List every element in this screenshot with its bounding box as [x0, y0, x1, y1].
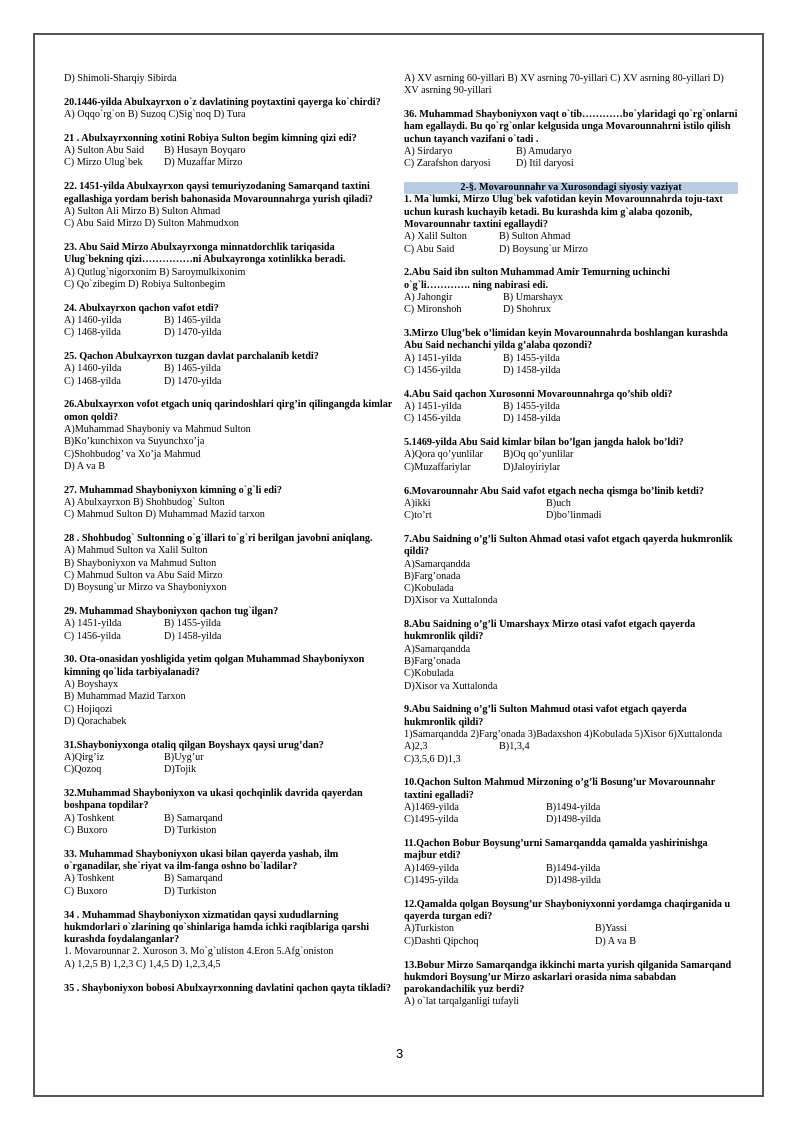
answer-row: [64, 376, 394, 388]
answer-option: C) Zarafshon daryosi: [404, 158, 491, 170]
answer-row: [404, 754, 738, 766]
question-block: [64, 97, 394, 122]
question-text: 30. Ota-onasidan yoshligida yetim qolgan Muhammad Shayboniyxon kimning qo`lida tarbiyalanadi?: [64, 654, 365, 678]
answer-option: C)1495-yilda: [404, 875, 459, 887]
question-text: 20.1446-yilda Abulxayrxon o`z davlatining poytaxtini qayerga ko`chirdi?: [64, 96, 381, 108]
question-block: [404, 194, 738, 255]
question-text: 5.1469-yilda Abu Said kimlar bilan bo’lgan jangda halok bo’ldi?: [404, 437, 684, 449]
question-block: [404, 777, 738, 826]
answer-option: D) A va B: [595, 935, 637, 947]
answer-option: D) A va B: [64, 460, 106, 472]
answer-option: A) Xalil Sulton: [404, 231, 467, 243]
answer-option: B) Samarqand: [164, 812, 223, 824]
answer-option: C)Dashti Qipchoq: [404, 935, 479, 947]
answer-option: B) 1455-yilda: [164, 618, 221, 630]
answer-row: [64, 764, 394, 776]
answer-option: A)Qirg’iz: [64, 752, 104, 764]
answer-option: C) Hojiqozi: [64, 703, 113, 715]
answer-option: D) Muzaffar Mirzo: [164, 157, 243, 169]
answer-option: A) 1,2,5 B) 1,2,3 C) 1,4,5 D) 1,2,3,4,5: [64, 958, 221, 970]
question-text: 13.Bobur Mirzo Samarqandga ikkinchi marta yurish qilganida Samarqand hukmdori Boysung’ur Mirzo askarlari orasida nima sababdan parokandachilik yuz berdi?: [404, 959, 732, 996]
answer-row: [64, 886, 394, 898]
answer-option: B) 1465-yilda: [164, 363, 221, 375]
answer-option: B)Farg’onada: [404, 570, 461, 582]
answer-option: C) 1456-yilda: [64, 630, 121, 642]
question-block: [64, 910, 394, 971]
answer-option: D) Itil daryosi: [516, 158, 574, 170]
answer-row: [404, 304, 738, 316]
question-block: [404, 838, 738, 887]
answer-option: B) 1465-yilda: [164, 314, 221, 326]
answer-option: A) Mahmud Sulton va Xalil Sulton: [64, 545, 208, 557]
answer-option: 1. Movarounnar 2. Xuroson 3. Mo`g`uliston 4.Eron 5.Afg`oniston: [64, 946, 334, 958]
question-text: 29. Muhammad Shayboniyxon qachon tug`ilgan?: [64, 606, 279, 618]
answer-option: A)Samarqandda: [404, 558, 471, 570]
answer-option: A) XV asrning 60-yillari B) XV asrning 70-yillari C) XV asrning 80-yillari D) XV asrning 90-yillari: [404, 73, 724, 97]
answer-option: D) 1470-yilda: [164, 375, 222, 387]
answer-row: [404, 498, 738, 510]
question-text: 9.Abu Saidning o’g’li Sulton Mahmud otasi vafot etgach qayerda hukmronlik qildi?: [404, 704, 687, 728]
question-text: 11.Qachon Bobur Boysung’urni Samarqandda qamalda yashirinishga majbur etdi?: [404, 838, 708, 862]
answer-option: B) 1455-yilda: [503, 401, 560, 413]
question-block: [64, 533, 394, 594]
question-block: [64, 740, 394, 777]
answer-row: [64, 145, 394, 157]
question-block: [64, 181, 394, 230]
answer-option: C) 1468-yilda: [64, 375, 121, 387]
question-text: 2.Abu Said ibn sulton Muhammad Amir Temurning uchinchi o`g`li…………. ning nabirasi edi.: [404, 267, 670, 291]
answer-option: D) 1458-yilda: [503, 413, 561, 425]
answer-option: D) Turkiston: [164, 825, 217, 837]
question-block: [64, 303, 394, 340]
answer-option: C)Kobulada: [404, 583, 454, 595]
question-block: [404, 109, 738, 170]
answer-option: B)Oq qo’yunlilar: [503, 449, 574, 461]
answer-option: D) 1458-yilda: [503, 364, 561, 376]
answer-option: D) Turkiston: [164, 885, 217, 897]
question-text: 26.Abulxayrxon vofot etgach uniq qarindoshlari qirg’in qilingangda kimlar omon qoldi?: [64, 399, 393, 423]
answer-row: [64, 873, 394, 885]
answer-option: B)Yassi: [595, 923, 627, 935]
answer-option: D) Qorachabek: [64, 715, 127, 727]
answer-option: D) Boysung`ur Mirzo: [499, 243, 588, 255]
answer-option: C)1495-yilda: [404, 814, 459, 826]
answer-option: A)Qora qo’yunlilar: [404, 449, 483, 461]
answer-row: [404, 814, 738, 826]
answer-option: C) Qo`zibegim D) Robiya Sultonbegim: [64, 278, 226, 290]
answer-option: C)to’rt: [404, 510, 432, 522]
answer-option: A) Abulxayrxon B) Shohbudog` Sulton: [64, 497, 225, 509]
answer-option: A)1469-yilda: [404, 862, 459, 874]
answer-row: [404, 936, 738, 948]
answer-row: [404, 413, 738, 425]
question-block: [64, 133, 394, 170]
question-block: [404, 704, 738, 765]
question-text: 24. Abulxayrxon qachon vafot etdi?: [64, 302, 219, 314]
question-block: [64, 849, 394, 898]
answer-option: D)Xisor va Xuttalonda: [404, 680, 498, 692]
answer-row: [404, 231, 738, 243]
answer-row: [404, 741, 738, 753]
answer-option: C) 1468-yilda: [64, 327, 121, 339]
answer-row: [64, 157, 394, 169]
answer-row: [404, 923, 738, 935]
answer-option: A)Muhammad Shayboniy va Mahmud Sulton: [64, 424, 251, 436]
answer-option: B) Muhammad Mazid Tarxon: [64, 691, 186, 703]
answer-option: D)bo’linmadi: [546, 510, 602, 522]
answer-option: C) Mironshoh: [404, 304, 462, 316]
question-text: 33. Muhammad Shayboniyxon ukasi bilan qayerda yashab, ilm o`rganadilar, she`riyat va ilm-fanga oshno bo`ladilar?: [64, 848, 339, 873]
answer-option: D)Xisor va Xuttalonda: [404, 595, 498, 607]
answer-row: [64, 631, 394, 643]
answer-row: [64, 315, 394, 327]
answer-option: B)1494-yilda: [546, 802, 601, 814]
answer-row: [404, 146, 738, 158]
answer-option: A)ikki: [404, 497, 431, 509]
answer-row: [404, 158, 738, 170]
answer-option: C) Abu Said: [404, 243, 455, 255]
question-block: [404, 534, 738, 608]
question-text: 1. Ma`lumki, Mirzo Ulug`bek vafotidan keyin Movarounnahrda toju-taxt uchun kurash kuchayib ketadi. Bu kurashda kim g`alaba qozonib, Movarounnahr taxtini egallaydi?: [404, 194, 723, 230]
answer-option: B)1,3,4: [499, 741, 530, 753]
answer-option: C)Shohbudog’ va Xo’ja Mahmud: [64, 448, 201, 460]
answer-option: D) Boysung`ur Mirzo va Shayboniyxon: [64, 582, 227, 594]
question-text: 22. 1451-yilda Abulxayrxon qaysi temuriyzodaning Samarqand taxtini egallashiga yordam berish bahonasida Movarounnahrga yurish qiladi?: [64, 181, 373, 205]
answer-option: C) Mirzo Ulug`bek: [64, 157, 143, 169]
question-block: [64, 485, 394, 522]
answer-option: D) 1470-yilda: [164, 327, 222, 339]
question-block: [404, 486, 738, 523]
answer-option: D)1498-yilda: [546, 875, 601, 887]
answer-option: D)Tojik: [164, 764, 197, 776]
answer-option: A) Toshkent: [64, 812, 115, 824]
answer-row: [64, 618, 394, 630]
answer-option: A) 1451-yilda: [404, 352, 462, 364]
question-block: [404, 437, 738, 474]
answer-option: A) 1451-yilda: [64, 618, 122, 630]
question-text: 21 . Abulxayrxonning xotini Robiya Sulton begim kimning qizi edi?: [64, 132, 357, 144]
answer-option: A)2,3: [404, 741, 428, 753]
question-block: [64, 351, 394, 388]
answer-row: [404, 292, 738, 304]
question-block: [404, 267, 738, 316]
answer-option: B) Amudaryo: [516, 145, 572, 157]
question-block: [404, 619, 738, 693]
answer-row: [64, 752, 394, 764]
answer-option: D)1498-yilda: [546, 814, 601, 826]
answer-option: C) Buxoro: [64, 825, 108, 837]
question-text: 7.Abu Saidning o’g’li Sulton Ahmad otasi vafot etgach qayerda hukmronlik qildi?: [404, 533, 733, 558]
answer-option: C) Buxoro: [64, 885, 108, 897]
answer-option: A) Boyshayx: [64, 679, 119, 691]
answer-option: A) Qutlug`nigorxonim B) Saroymulkixonim: [64, 266, 246, 278]
answer-option: C) 1456-yilda: [404, 413, 461, 425]
answer-option: A) 1451-yilda: [404, 401, 462, 413]
question-block: [64, 242, 394, 291]
answer-option: A) 1460-yilda: [64, 363, 122, 375]
answer-option: C) 1456-yilda: [404, 364, 461, 376]
question-block: [64, 983, 394, 995]
question-block: [404, 328, 738, 377]
question-text: 35 . Shayboniyxon bobosi Abulxayrxonning davlatini qachon qayta tikladi?: [64, 982, 391, 994]
answer-option: B)uch: [546, 497, 571, 509]
question-text: 12.Qamalda qolgan Boysung’ur Shayboniyxonni yordamga chaqirganida u qayerda turgan edi?: [404, 898, 731, 923]
question-text: 25. Qachon Abulxayrxon tuzgan davlat parchalanib ketdi?: [64, 351, 319, 363]
question-block: [404, 389, 738, 426]
answer-option: C)Kobulada: [404, 668, 454, 680]
answer-option: A) 1460-yilda: [64, 314, 122, 326]
question-text: 4.Abu Said qachon Xurosonni Movarounnahrga qo’shib oldi?: [404, 388, 673, 400]
answer-row: [64, 327, 394, 339]
answer-option: C)3,5,6 D)1,3: [404, 753, 461, 765]
answer-option: A) Sulton Ali Mirzo B) Sulton Ahmad: [64, 205, 221, 217]
question-text: 31.Shayboniyxonga otaliq qilgan Boyshayx qaysi urug’dan?: [64, 739, 324, 751]
question-text: 6.Movarounnahr Abu Said vafot etgach necha qismga bo’linib ketdi?: [404, 485, 704, 497]
answer-option: C)Muzaffariylar: [404, 461, 471, 473]
answer-option: D) Shohrux: [503, 304, 551, 316]
answer-row: [404, 353, 738, 365]
answer-row: [404, 365, 738, 377]
answer-option: A) Sirdaryo: [404, 145, 453, 157]
question-block: [404, 899, 738, 948]
question-block: [64, 788, 394, 837]
answer-option: B) Husayn Boyqaro: [164, 145, 246, 157]
answer-option: B) Shayboniyxon va Mahmud Sulton: [64, 557, 217, 569]
answer-row: [64, 813, 394, 825]
answer-row: [404, 802, 738, 814]
answer-option: B)1494-yilda: [546, 862, 601, 874]
answer-option: B) Sulton Ahmad: [499, 231, 571, 243]
answer-option: B)Farg’onada: [404, 656, 461, 668]
answer-row: [404, 875, 738, 887]
answer-option: B) 1455-yilda: [503, 352, 560, 364]
answer-option: D)Jaloyiriylar: [503, 461, 561, 473]
answer-option: B)Uyg’ur: [164, 752, 204, 764]
answer-row: [404, 462, 738, 474]
question-text: 28 . Shohbudog` Sultonning o`g`illari to`g`ri berilgan javobni aniqlang.: [64, 533, 373, 545]
question-text: 8.Abu Saidning o’g’li Umarshayx Mirzo otasi vafot etgach qayerda hukmronlik qildi?: [404, 619, 696, 643]
answer-option: A)Turkiston: [404, 923, 455, 935]
question-block: [64, 654, 394, 728]
question-text: 36. Muhammad Shayboniyxon vaqt o`tib…………bo`ylaridagi qo`rg`onlarni ham egallaydi. Bu qo`rg`onlar kelgusida unga Movarounnahrni istilo qilish uchun tayanch vazifani o`tadi .: [404, 109, 738, 145]
answer-row: [404, 244, 738, 256]
section-heading: 2-§. Movarounnahr va Xurosondagi siyosiy vaziyat: [404, 182, 738, 194]
answer-option: 1)Samarqandda 2)Farg’onada 3)Badaxshon 4)Kobulada 5)Xisor 6)Xuttalonda: [404, 729, 723, 741]
left-column: [64, 73, 394, 1006]
answer-row: [64, 363, 394, 375]
answer-option: A) Jahongir: [404, 291, 453, 303]
answer-option: C) Mahmud Sulton D) Muhammad Mazid tarxon: [64, 509, 265, 521]
answer-option: B) Samarqand: [164, 873, 223, 885]
answer-row: [404, 401, 738, 413]
question-block: [64, 606, 394, 643]
answer-option: A) Oqqo`rg`on B) Suzoq C)Sig`noq D) Tura: [64, 109, 246, 121]
question-text: 34 . Muhammad Shayboniyxon xizmatidan qaysi xududlarning hukmdorlari o`zlarining qo`shinlariga hamda ichki raqiblariga qarshi kurashda foydalanganlar?: [64, 909, 370, 946]
answer-option: A)Samarqandda: [404, 643, 471, 655]
answer-row: [404, 449, 738, 461]
answer-option: A) Sulton Abu Said: [64, 145, 145, 157]
answer-row: [64, 825, 394, 837]
answer-option: C)Qozoq: [64, 764, 102, 776]
question-text: 27. Muhammad Shayboniyxon kimning o`g`li edi?: [64, 484, 282, 496]
question-text: 10.Qachon Sulton Mahmud Mirzoning o’g’li Bosung’ur Movarounnahr taxtini egalladi?: [404, 777, 716, 801]
question-text: 32.Muhammad Shayboniyxon va ukasi qochqinlik davrida qayerdan boshpana topdilar?: [64, 788, 363, 812]
question-text: 23. Abu Said Mirzo Abulxayrxonga minnatdorchlik tariqasida Ulug`bekning qizi……………ni Abulxayronga xotinlikka beradi.: [64, 241, 346, 266]
answer-option: A) o`lat tarqalganligi tufayli: [404, 996, 520, 1008]
answer-option: B) Umarshayx: [503, 291, 563, 303]
question-block: [64, 73, 394, 85]
answer-option: C) Mahmud Sulton va Abu Said Mirzo: [64, 570, 223, 581]
answer-option: B)Ko’kunchixon va Suyunchxo’ja: [64, 436, 205, 448]
page-number: 3: [396, 1046, 404, 1061]
answer-option: A)1469-yilda: [404, 802, 459, 814]
answer-option: A) Toshkent: [64, 873, 115, 885]
answer-option: D) 1458-yilda: [164, 630, 222, 642]
question-block: [404, 960, 738, 1009]
question-block: [404, 73, 738, 98]
answer-option: D) Shimoli-Sharqiy Sibirda: [64, 73, 177, 84]
question-text: 3.Mirzo Ulug’bek o’limidan keyin Movarounnahrda boshlangan kurashda Abu Said nechanchi yilda g’alaba qozondi?: [404, 328, 728, 352]
question-block: [64, 399, 394, 473]
answer-option: C) Abu Said Mirzo D) Sulton Mahmudxon: [64, 218, 239, 230]
right-column: [404, 73, 738, 1020]
answer-row: [404, 863, 738, 875]
answer-row: [404, 510, 738, 522]
